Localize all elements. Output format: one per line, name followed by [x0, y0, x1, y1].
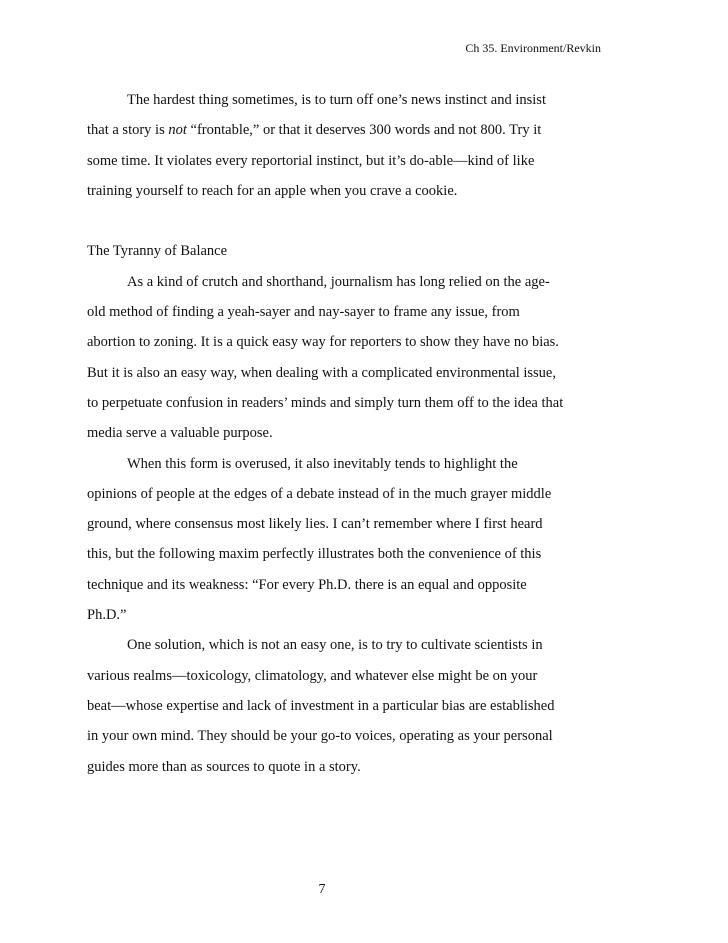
- body-text: [87, 85, 647, 782]
- text-line: old method of finding a yeah-sayer and nay-sayer to frame any issue, from: [87, 304, 520, 321]
- paragraph-crutch-shorthand: [87, 267, 647, 449]
- text-line: As a kind of crutch and shorthand, journalism has long relied on the age-: [127, 273, 550, 290]
- text-line: guides more than as sources to quote in a story.: [87, 758, 361, 775]
- page-number: 7: [318, 882, 326, 897]
- paragraph-overused-form: [87, 449, 647, 631]
- text-line: [87, 115, 647, 145]
- text-line: beat—whose expertise and lack of investment in a particular bias are established: [87, 697, 555, 714]
- text-line: The hardest thing sometimes, is to turn off one’s news instinct and insist: [127, 92, 546, 108]
- text-line: ground, where consensus most likely lies. I can’t remember where I first heard: [87, 516, 543, 533]
- emphasis-not: not: [168, 122, 187, 139]
- text-line: media serve a valuable purpose.: [87, 425, 273, 442]
- text-line: various realms—toxicology, climatology, and whatever else might be on your: [87, 667, 538, 684]
- text-line: Ph.D.”: [87, 607, 127, 624]
- text-line: abortion to zoning. It is a quick easy way for reporters to show they have no bias.: [87, 334, 559, 351]
- running-header: Ch 35. Environment/Revkin: [465, 41, 601, 55]
- text-line: opinions of people at the edges of a debate instead of in the much grayer middle: [87, 485, 552, 502]
- text-segment: “frontable,” or that it deserves 300 words and not 800. Try it: [186, 122, 542, 139]
- text-line: training yourself to reach for an apple when you crave a cookie.: [87, 182, 458, 199]
- paragraph-news-instinct: [87, 85, 647, 206]
- text-line: But it is also an easy way, when dealing with a complicated environmental issue,: [87, 364, 556, 381]
- text-segment: that a story is: [87, 122, 169, 139]
- text-line: When this form is overused, it also inevitably tends to highlight the: [127, 455, 518, 472]
- text-line: this, but the following maxim perfectly illustrates both the convenience of this: [87, 546, 542, 563]
- text-line: to perpetuate confusion in readers’ minds and simply turn them off to the idea that: [87, 394, 564, 411]
- paragraph-solution: [87, 630, 647, 781]
- text-line: technique and its weakness: “For every Ph.D. there is an equal and opposite: [87, 576, 527, 593]
- section-heading: The Tyranny of Balance: [87, 243, 228, 260]
- text-line: One solution, which is not an easy one, is to try to cultivate scientists in: [127, 637, 543, 654]
- text-line: in your own mind. They should be your go-to voices, operating as your personal: [87, 728, 553, 745]
- text-line: some time. It violates every reportorial instinct, but it’s do-able—kind of like: [87, 152, 535, 169]
